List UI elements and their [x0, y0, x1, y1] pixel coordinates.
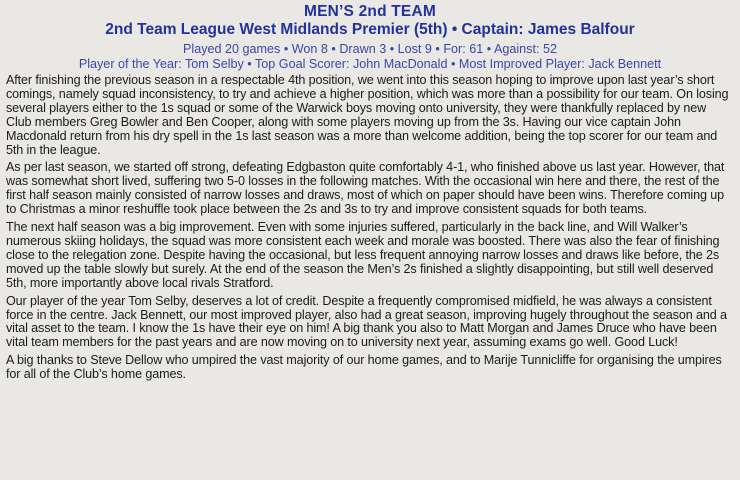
article-body [6, 74, 734, 382]
paragraph: After finishing the previous season in a respectable 4th position, we went into this season hoping to improve upon last year’s short comings, namely squad inconsistency, to try and achieve a higher position, which was more than a possibility for our team. On losing several players either to the 1s squad or some of the Warwick boys moving onto university, they were thankfully replaced by new Club members Greg Bowler and Ben Cooper, along with some players moving up from the 3s. Having our vice captain John Macdonald return from his dry spell in the 1s last season was a more than welcome addition, being the top scorer for our team and 5th in the league. [6, 73, 729, 157]
paragraph: As per last season, we started off strong, defeating Edgbaston quite comfortably 4-1, who finished above us last year. However, that was somewhat short lived, suffering two 5-0 losses in the following matches. With the occasional win here and there, the rest of the first half season mainly consisted of narrow losses and draws, most of which on paper should have been wins. Therefore coming up to Christmas a minor reshuffle took place between the 2s and 3s to try and improve consistent squads for both teams. [6, 160, 725, 217]
paragraph: The next half season was a big improvement. Even with some injuries suffered, particularly in the back line, and Will Walker’s numerous skiing holidays, the squad was more consistent each week and morale was boosted. There was also the fear of finishing close to the relegation zone. Despite having the occasional, but less frequent annoying narrow losses and draws like before, the 2s moved up the table slowly but surely. At the end of the season the Men’s 2s finished a slightly disappointing, but still well deserved 5th, more importantly above local rivals Stratford. [6, 220, 720, 290]
awards-line: Player of the Year: Tom Selby • Top Goal Scorer: John MacDonald • Most Improved Player: Jack Bennett [78, 57, 662, 71]
team-title: MEN’S 2nd TEAM [304, 3, 436, 20]
article-header [6, 3, 734, 72]
paragraph: A big thanks to Steve Dellow who umpired the vast majority of our home games, and to Marije Tunnicliffe for organising the umpires for all of the Club’s home games. [6, 353, 722, 382]
league-captain-line: 2nd Team League West Midlands Premier (5th) • Captain: James Balfour [105, 21, 635, 38]
paragraph: Our player of the year Tom Selby, deserves a lot of credit. Despite a frequently compromised midfield, he was always a consistent force in the centre. Jack Bennett, our most improved player, also had a great season, improving hugely throughout the season and a vital asset to the team. I know the 1s have their eye on him! A big thank you also to Matt Morgan and James Druce who have been vital team members for the past years and are now moving on to university next year, assuming exams go well. Good Luck! [6, 293, 727, 350]
season-stats-line: Played 20 games • Won 8 • Drawn 3 • Lost 9 • For: 61 • Against: 52 [183, 42, 557, 56]
